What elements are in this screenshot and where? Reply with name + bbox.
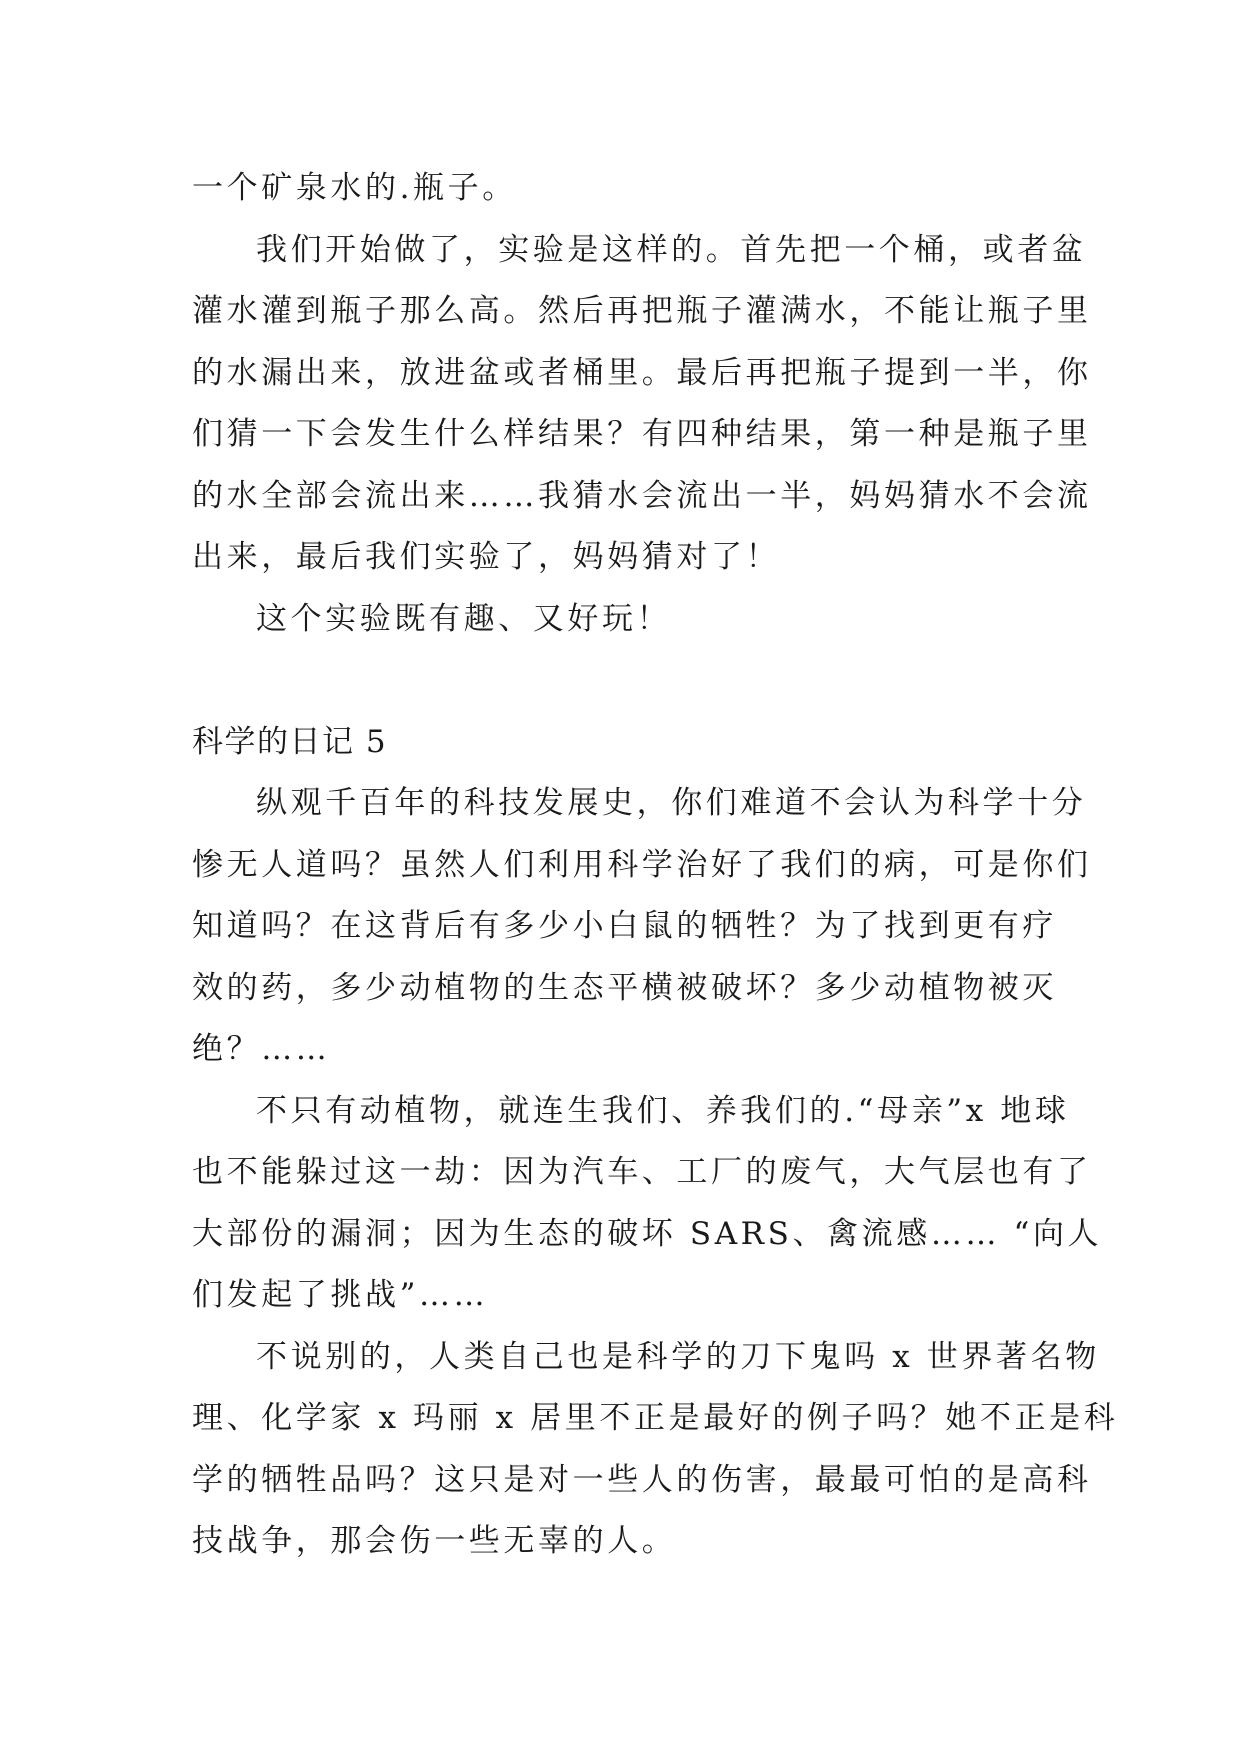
section-title: 科学的日记 5 [192, 723, 388, 760]
paragraph-line: 们发起了挑战”…… [192, 1277, 489, 1313]
paragraph-line: 纵观千百年的科技发展史，你们难道不会认为科学十分 [256, 785, 1087, 821]
paragraph-line: 我们开始做了，实验是这样的。首先把一个桶，或者盆 [256, 231, 1087, 268]
section-gap [192, 650, 1052, 712]
paragraph-line: 知道吗？在这背后有多少小白鼠的牺牲？为了找到更有疗 [192, 908, 1057, 944]
paragraph-line: 出来，最后我们实验了，妈妈猜对了！ [192, 539, 781, 575]
paragraph-line: 不说别的，人类自己也是科学的刀下鬼吗 x 世界著名物 [256, 1338, 1100, 1375]
paragraph-line: 们猜一下会发生什么样结果？有四种结果，第一种是瓶子里 [192, 416, 1092, 452]
paragraph-line: 惨无人道吗？虽然人们利用科学治好了我们的病，可是你们 [192, 846, 1092, 883]
paragraph-line: 这个实验既有趣、又好玩！ [256, 600, 672, 637]
paragraph-line: 的水全部会流出来……我猜水会流出一半，妈妈猜水不会流 [192, 477, 1092, 514]
paragraph-line: 的水漏出来，放进盆或者桶里。最后再把瓶子提到一半，你 [192, 354, 1092, 391]
document-page [192, 158, 1119, 1573]
paragraph-line: 学的牺牲品吗？这只是对一些人的伤害，最最可怕的是高科 [192, 1461, 1092, 1498]
section-experiment [192, 158, 1092, 650]
paragraph-line: 绝？…… [192, 1031, 331, 1067]
paragraph-line: 不只有动植物，就连生我们、养我们的.“母亲”x 地球 [256, 1092, 1070, 1129]
paragraph-line: 技战争，那会伤一些无辜的人。 [192, 1523, 677, 1559]
paragraph-line: 一个矿泉水的.瓶子。 [192, 170, 517, 206]
paragraph-line: 也不能躲过这一劫：因为汽车、工厂的废气，大气层也有了 [192, 1154, 1092, 1190]
paragraph-line: 理、化学家 x 玛丽 x 居里不正是最好的例子吗？她不正是科 [192, 1400, 1119, 1436]
paragraph-line: 效的药，多少动植物的生态平横被破坏？多少动植物被灭 [192, 969, 1057, 1006]
paragraph-line: 灌水灌到瓶子那么高。然后再把瓶子灌满水，不能让瓶子里 [192, 293, 1092, 329]
section-science-diary-5 [192, 712, 1119, 1573]
paragraph-line: 大部份的漏洞；因为生态的破坏 SARS、禽流感…… “向人 [192, 1215, 1103, 1252]
